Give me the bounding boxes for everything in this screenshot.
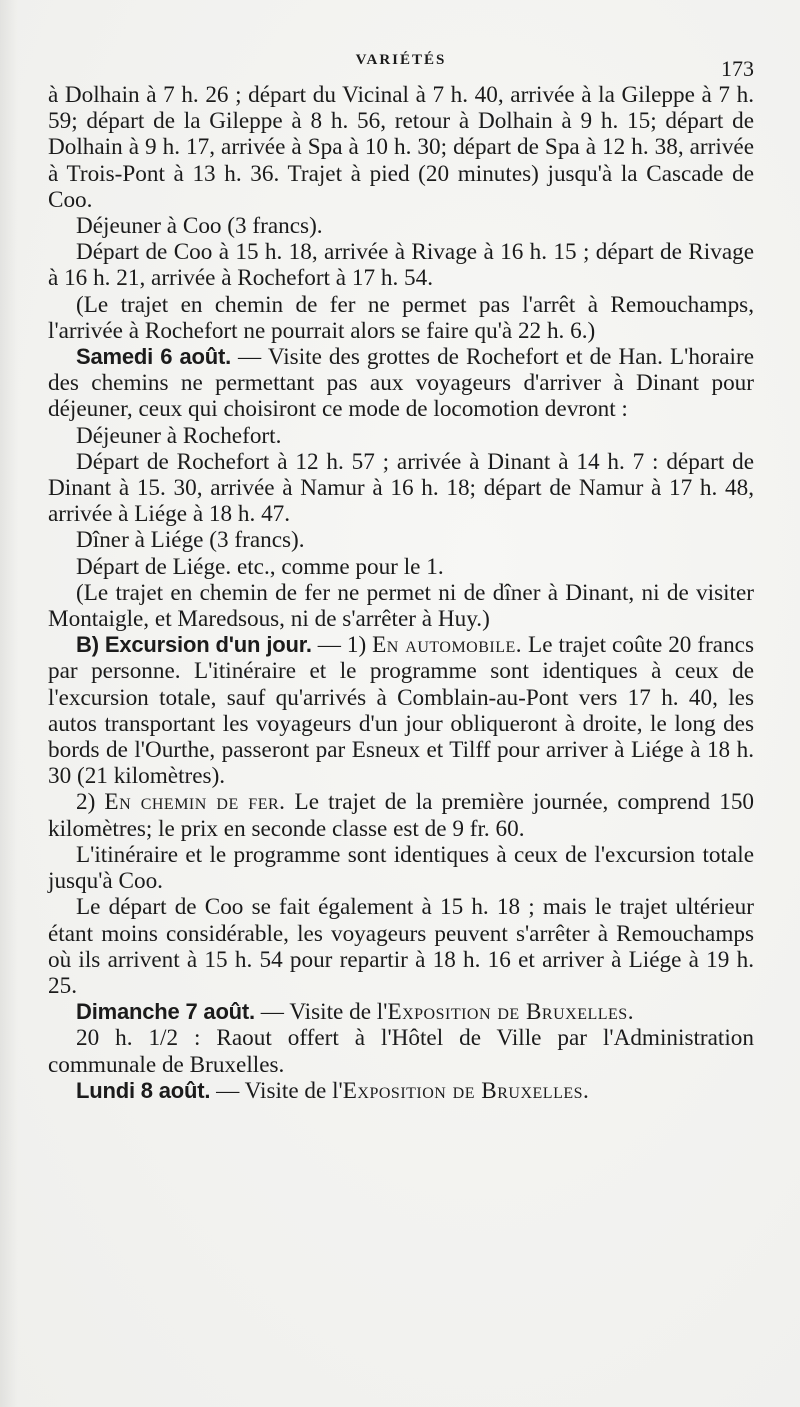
small-caps-term: Exposition de Bruxelles. xyxy=(342,1077,590,1104)
paragraph: à Dolhain à 7 h. 26 ; départ du Vicinal à 7 h. 40, arrivée à la Gileppe à 7 h. 59; départ de la Gileppe à 8 h. 56, retour à Dolhain à 9 h. 15; départ de Dolhain à 9 h. 17, arrivée à Spa à 10 h. 30; départ de Spa à 12 h. 38, arrivée à Trois-Pont à 13 h. 36. Trajet à pied (20 minutes) jusqu'à la Cascade de Coo. xyxy=(48,82,754,213)
paragraph-text: — Visite de l' xyxy=(254,999,388,1026)
paragraph-text: Le trajet coûte 20 francs par personne. L'itinéraire et le programme sont identiques à ceux de l'excursion totale, sauf qu'arrivés à Comblain-au-Pont vers 17 h. 40, les autos transportant les voyageurs d'un jour obliqueront à droite, le long des bords de l'Ourthe, passeront par Esneux et Tilff pour arriver à Liége à 18 h. 30 (21 kilomètres). xyxy=(48,632,754,790)
paragraph: Départ de Rochefort à 12 h. 57 ; arrivée à Dinant à 14 h. 7 : départ de Dinant à 15. 30, arrivée à Namur à 16 h. 18; départ de Namur à 17 h. 48, arrivée à Liége à 18 h. 47. xyxy=(48,448,754,528)
day-paragraph xyxy=(48,999,754,1025)
day-heading: Samedi 6 août. xyxy=(76,344,231,370)
paragraph-text: — 1) xyxy=(311,632,373,659)
paragraph: (Le trajet en chemin de fer ne permet ni de dîner à Dinant, ni de visiter Montaigle, et Maredsous, ni de s'arrêter à Huy.) xyxy=(48,579,754,633)
paragraph: Dîner à Liége (3 francs). xyxy=(76,527,305,554)
section-paragraph xyxy=(48,632,754,789)
paragraph: Départ de Liége. etc., comme pour le 1. xyxy=(76,553,444,580)
paragraph: L'itinéraire et le programme sont identiques à ceux de l'excursion totale jusqu'à Coo. xyxy=(48,841,754,895)
paragraph: Le départ de Coo se fait également à 15 h. 18 ; mais le trajet ultérieur étant moins considérable, les voyageurs peuvent s'arrêter à Remouchamps où ils arrivent à 15 h. 54 pour repartir à 18 h. 16 et arriver à Liége à 19 h. 25. xyxy=(48,894,754,999)
paragraph-text: 2) xyxy=(76,789,105,816)
page-number: 173 xyxy=(721,56,754,81)
section-heading: B) Excursion d'un jour. xyxy=(76,632,312,658)
paragraph: Déjeuner à Coo (3 francs). xyxy=(76,213,323,240)
small-caps-term: En chemin de fer. xyxy=(104,789,286,816)
day-heading: Lundi 8 août. xyxy=(76,1077,211,1103)
paragraph xyxy=(48,789,754,841)
page-header xyxy=(48,44,754,82)
day-heading: Dimanche 7 août. xyxy=(76,999,255,1025)
paragraph-text: — Visite de l' xyxy=(210,1077,343,1104)
page-body xyxy=(48,82,754,1104)
day-paragraph xyxy=(48,344,754,423)
paragraph: (Le trajet en chemin de fer ne permet pas l'arrêt à Remouchamps, l'arrivée à Rochefort ne pourrait alors se faire qu'à 22 h. 6.) xyxy=(48,291,754,344)
running-title: VARIÉTÉS xyxy=(355,52,447,68)
small-caps-term: En automobile. xyxy=(372,632,523,659)
paragraph: Déjeuner à Rochefort. xyxy=(76,422,282,449)
small-caps-term: Exposition de Bruxelles. xyxy=(387,999,635,1026)
paragraph: 20 h. 1/2 : Raout offert à l'Hôtel de Ville par l'Administration communale de Bruxelles. xyxy=(48,1025,754,1078)
day-paragraph xyxy=(48,1078,754,1104)
paragraph: Départ de Coo à 15 h. 18, arrivée à Rivage à 16 h. 15 ; départ de Rivage à 16 h. 21, arrivée à Rochefort à 17 h. 54. xyxy=(48,239,754,292)
paragraph-text: — Visite des grottes de Rochefort et de Han. L'horaire des chemins ne permettant pas aux voyageurs d'arriver à Dinant pour déjeuner, ceux qui choisiront ce mode de locomotion devront : xyxy=(48,344,754,423)
paragraph-text: Le trajet de la première journée, comprend 150 kilomètres; le prix en seconde classe est de 9 fr. 60. xyxy=(48,789,755,842)
